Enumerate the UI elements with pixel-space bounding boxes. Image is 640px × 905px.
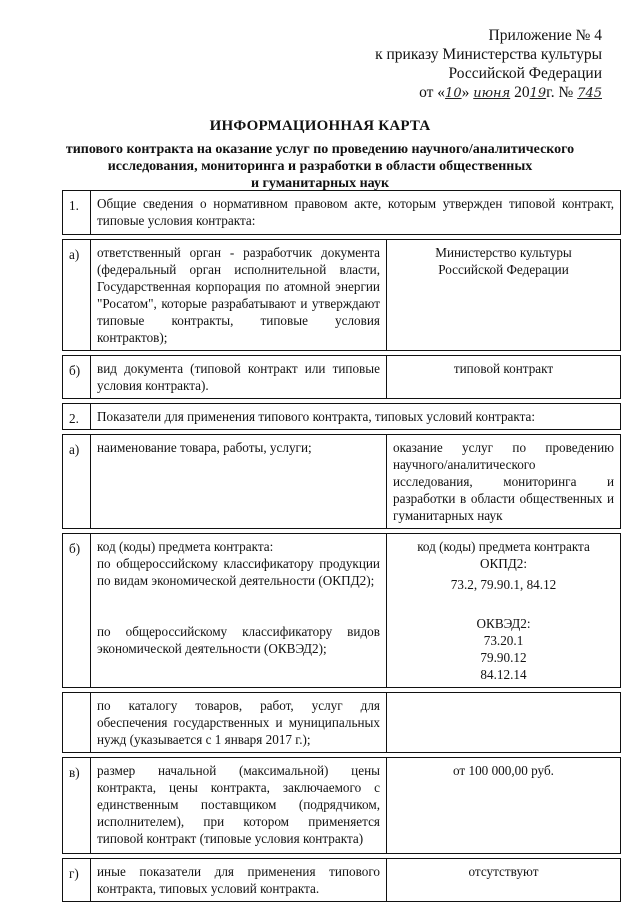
appendix-ministry: Российской Федерации: [448, 65, 602, 82]
subject-code-heading: код (коды) предмета контракта:: [97, 539, 274, 554]
info-card-table: [62, 190, 621, 902]
row-number: в): [63, 758, 91, 854]
document-type-value: типовой контракт: [387, 356, 621, 399]
table-row: [63, 859, 621, 902]
subject-code-label: [91, 534, 387, 688]
table-row: [63, 534, 621, 688]
row-number: а): [63, 435, 91, 529]
okved2-caption: ОКВЭД2:: [476, 616, 531, 631]
row-number: 1.: [63, 191, 91, 235]
row-number-empty: [63, 693, 91, 753]
section-2-heading: Показатели для применения типового контракта, типовых условий контракта:: [91, 404, 621, 430]
section-1-heading: Общие сведения о нормативном правовом акте, которым утвержден типовой контракт, типовые условия контракта:: [91, 191, 621, 235]
responsible-body-value-line-2: Российской Федерации: [438, 262, 569, 277]
okpd2-codes: 73.2, 79.90.1, 84.12: [450, 577, 557, 592]
table-row: [63, 758, 621, 854]
okved2-code-2: 79.90.12: [480, 650, 527, 665]
initial-price-value: от 100 000,00 руб.: [387, 758, 621, 854]
okved2-code-3: 84.12.14: [480, 667, 527, 682]
row-number: б): [63, 356, 91, 399]
catalog-value-empty: [387, 693, 621, 753]
document-type-label: вид документа (типовой контракт или типовые условия контракта).: [91, 356, 387, 399]
okpd2-label: по общероссийскому классификатору продукции по видам экономической деятельности (ОКПД2);: [97, 556, 380, 588]
initial-price-label: размер начальной (максимальной) цены контракта, цены контракта, заключаемого с единственным поставщиком (подрядчиком, исполнителем), при котором применяется типовой контракт (типовые условия контракта): [91, 758, 387, 854]
date-prefix: от «: [419, 84, 446, 101]
handwritten-year: 19: [529, 86, 547, 101]
row-number: а): [63, 240, 91, 351]
other-indicators-value: отсутствуют: [387, 859, 621, 902]
item-name-value: оказание услуг по проведению научного/аналитического исследования, мониторинга и разработки в области общественных и гуманитарных наук: [387, 435, 621, 529]
subject-code-value-heading: код (коды) предмета контракта: [417, 539, 590, 554]
row-number: 2.: [63, 404, 91, 430]
date-suffix: г. №: [546, 84, 574, 101]
responsible-body-label: ответственный орган - разработчик документа (федеральный орган исполнительной власти, Государственная корпорация по атомной энергии "Росатом", которые разрабатывают и утверждают типовые контракты, типовые условия контрактов);: [91, 240, 387, 351]
date-year-prefix: 20: [514, 84, 530, 101]
table-row: [63, 356, 621, 399]
appendix-number: Приложение № 4: [488, 27, 602, 44]
item-name-label: наименование товара, работы, услуги;: [91, 435, 387, 529]
date-mid: »: [461, 84, 470, 101]
table-row: [63, 693, 621, 753]
appendix-date-line: [375, 83, 602, 103]
responsible-body-value-line-1: Министерство культуры: [435, 245, 572, 260]
title-line-3: и гуманитарных наук: [250, 176, 390, 191]
row-number: б): [63, 534, 91, 688]
catalog-label: по каталогу товаров, работ, услуг для обеспечения государственных и муниципальных нужд (указывается с 1 января 2017 г.);: [91, 693, 387, 753]
title-main: ИНФОРМАЦИОННАЯ КАРТА: [209, 118, 431, 134]
okpd2-caption: ОКПД2:: [479, 556, 528, 571]
document-title: [0, 118, 640, 192]
handwritten-order-number: 745: [577, 86, 602, 101]
title-line-1: типового контракта на оказание услуг по проведению научного/аналитического: [65, 142, 575, 157]
subject-code-value: [387, 534, 621, 688]
appendix-order-ref: к приказу Министерства культуры: [375, 46, 602, 63]
other-indicators-label: иные показатели для применения типового контракта, типовых условий контракта.: [91, 859, 387, 902]
handwritten-month: июня: [473, 86, 511, 101]
okved2-label: по общероссийскому классификатору видов экономической деятельности (ОКВЭД2);: [97, 624, 380, 656]
table-row: [63, 404, 621, 430]
okved2-code-1: 73.20.1: [483, 633, 524, 648]
table-row: [63, 240, 621, 351]
title-line-2: исследования, мониторинга и разработки в области общественных: [107, 159, 533, 174]
table-row: [63, 191, 621, 235]
responsible-body-value: [387, 240, 621, 351]
row-number: г): [63, 859, 91, 902]
handwritten-day: 10: [445, 86, 462, 101]
table-row: [63, 435, 621, 529]
appendix-header: [375, 26, 602, 103]
